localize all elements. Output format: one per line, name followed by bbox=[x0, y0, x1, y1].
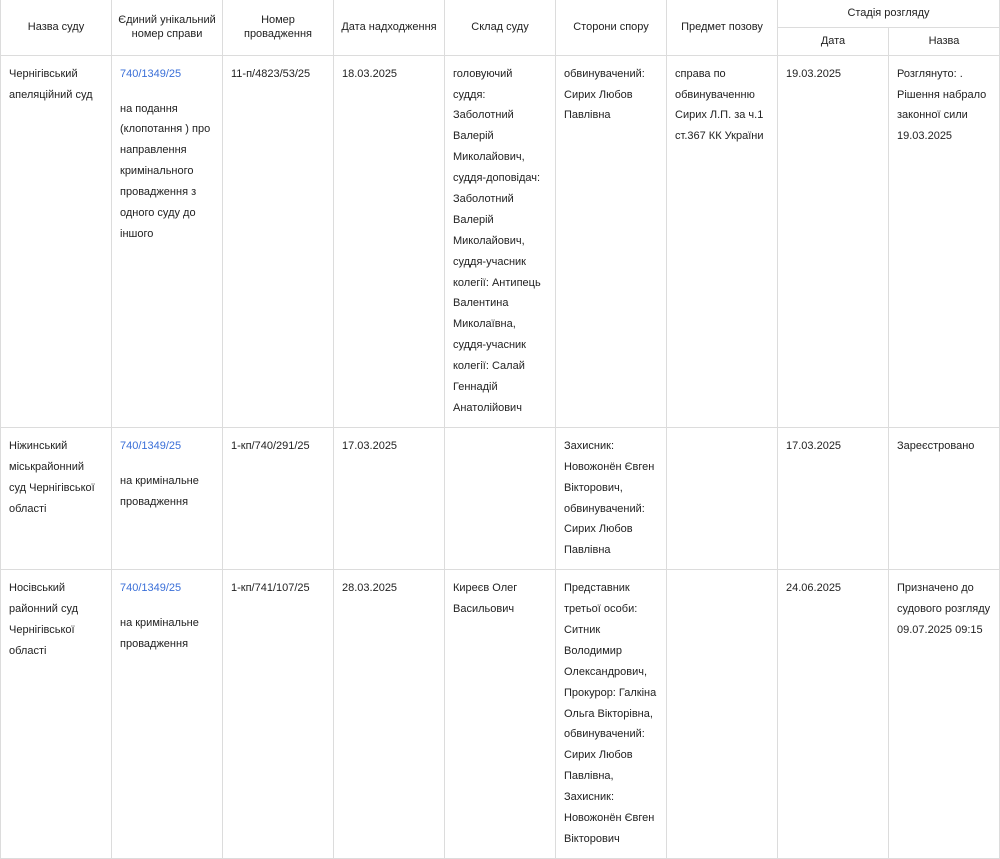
case-number-link[interactable]: 740/1349/25 bbox=[120, 67, 182, 80]
case-number-link[interactable]: 740/1349/25 bbox=[120, 439, 182, 452]
cell-stage-date: 17.03.2025 bbox=[778, 427, 889, 569]
cell-subject: справа по обвинуваченню Сирих Л.П. за ч.1 ст.367 КК України bbox=[667, 55, 778, 427]
cell-court-name: Ніжинський міськрайонний суд Чернігівської області bbox=[1, 427, 112, 569]
cell-unique-number bbox=[112, 427, 223, 569]
case-number-link[interactable]: 740/1349/25 bbox=[120, 582, 182, 595]
cell-unique-number bbox=[112, 570, 223, 859]
header-receipt-date: Дата надходження bbox=[334, 0, 445, 55]
table-row bbox=[1, 570, 1000, 859]
cell-stage-date: 24.06.2025 bbox=[778, 570, 889, 859]
cell-stage-name: Зареєстровано bbox=[889, 427, 1000, 569]
header-stage-group: Стадія розгляду bbox=[778, 0, 1000, 27]
header-stage-date: Дата bbox=[778, 27, 889, 55]
cell-parties: обвинувачений: Сирих Любов Павлівна bbox=[556, 55, 667, 427]
cell-stage-name: Призначено до судового розгляду 09.07.2025 09:15 bbox=[889, 570, 1000, 859]
header-stage-name: Назва bbox=[889, 27, 1000, 55]
case-number-subtitle: на подання (клопотання ) про направлення кримінального провадження з одного суду до іншого bbox=[120, 102, 211, 240]
table-row bbox=[1, 427, 1000, 569]
table-row bbox=[1, 55, 1000, 427]
cell-court-composition: головуючий суддя: Заболотний Валерій Миколайович, суддя-доповідач: Заболотний Валерій Миколайович, суддя-учасник колегії: Антипець Валентина Миколаївна, суддя-учасник колегії: Салай Геннадій Анатолійович bbox=[445, 55, 556, 427]
cell-receipt-date: 17.03.2025 bbox=[334, 427, 445, 569]
header-proceeding-number: Номер провадження bbox=[223, 0, 334, 55]
cell-receipt-date: 18.03.2025 bbox=[334, 55, 445, 427]
cell-subject bbox=[667, 427, 778, 569]
cell-proceeding-number: 1-кп/741/107/25 bbox=[223, 570, 334, 859]
cell-unique-number bbox=[112, 55, 223, 427]
cell-stage-name: Розглянуто: . Рішення набрало законної сили 19.03.2025 bbox=[889, 55, 1000, 427]
cell-proceeding-number: 1-кп/740/291/25 bbox=[223, 427, 334, 569]
cell-parties: Представник третьої особи: Ситник Володимир Олександрович, Прокурор: Галкіна Ольга Вікторівна, обвинувачений: Сирих Любов Павлівна, Захисник: Новожонён Євген Вікторович bbox=[556, 570, 667, 859]
header-court-name: Назва суду bbox=[1, 0, 112, 55]
cell-court-composition: Киреєв Олег Васильович bbox=[445, 570, 556, 859]
cell-proceeding-number: 11-п/4823/53/25 bbox=[223, 55, 334, 427]
cell-stage-date: 19.03.2025 bbox=[778, 55, 889, 427]
header-subject: Предмет позову bbox=[667, 0, 778, 55]
cell-receipt-date: 28.03.2025 bbox=[334, 570, 445, 859]
cell-subject bbox=[667, 570, 778, 859]
table-body bbox=[1, 55, 1000, 858]
cell-court-name: Носівський районний суд Чернігівської області bbox=[1, 570, 112, 859]
table-header bbox=[1, 0, 1000, 55]
table-header-row-1 bbox=[1, 0, 1000, 27]
cell-parties: Захисник: Новожонён Євген Вікторович, обвинувачений: Сирих Любов Павлівна bbox=[556, 427, 667, 569]
cell-court-name: Чернігівський апеляційний суд bbox=[1, 55, 112, 427]
header-court-composition: Склад суду bbox=[445, 0, 556, 55]
case-number-subtitle: на кримінальне провадження bbox=[120, 474, 199, 508]
header-parties: Сторони спору bbox=[556, 0, 667, 55]
cell-court-composition bbox=[445, 427, 556, 569]
case-number-subtitle: на кримінальне провадження bbox=[120, 617, 199, 650]
header-unique-number: Єдиний унікальний номер справи bbox=[112, 0, 223, 55]
